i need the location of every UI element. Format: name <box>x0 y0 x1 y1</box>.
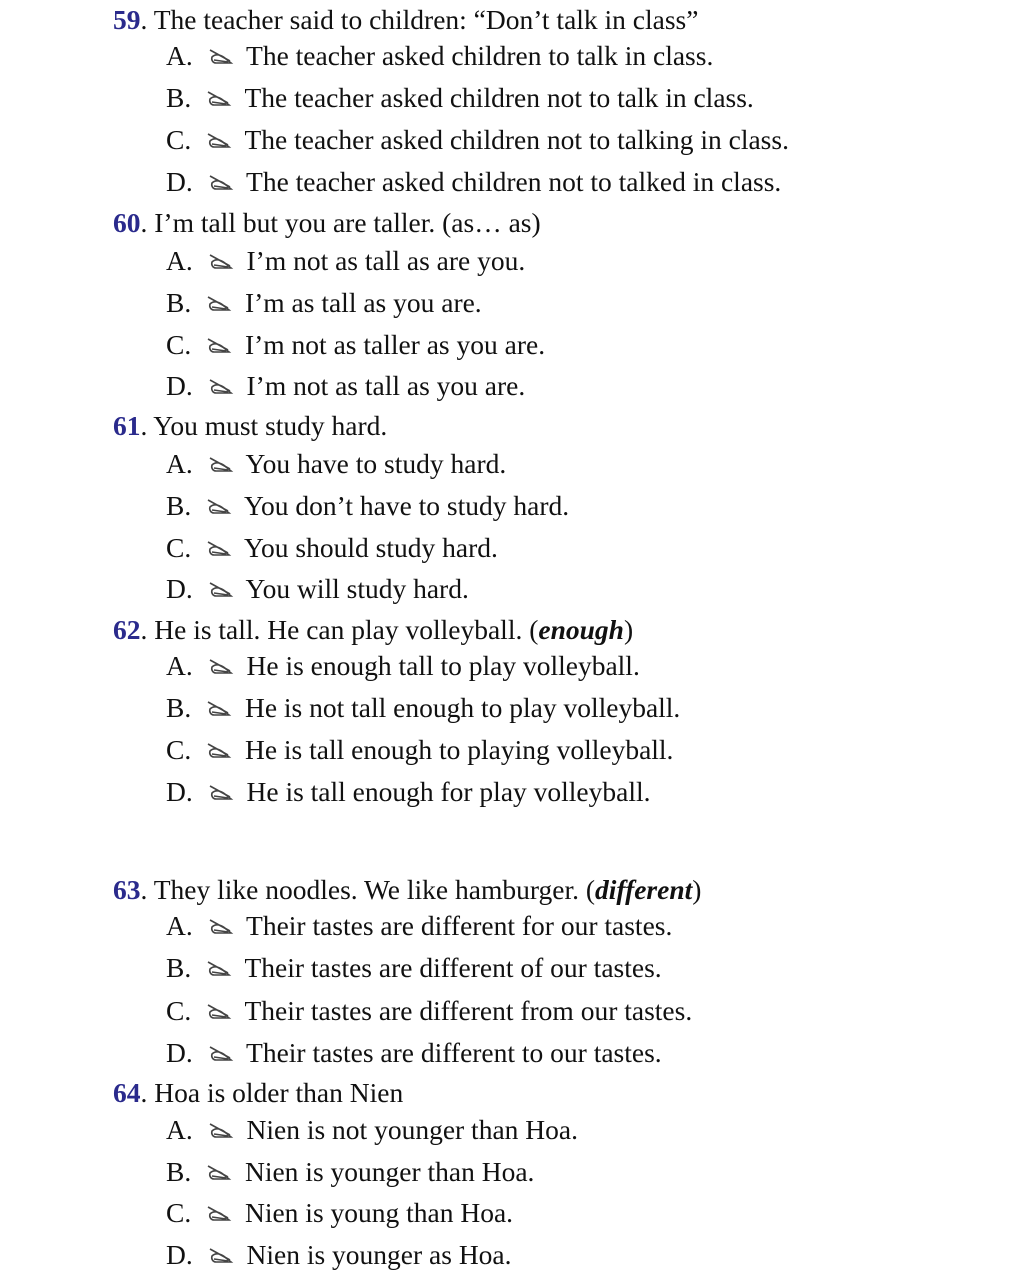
question-text: . You must study hard. <box>140 410 388 441</box>
option-letter: C. <box>166 329 192 360</box>
question-stem <box>113 874 701 906</box>
option-letter: C. <box>166 124 192 155</box>
option-text: You don’t have to study hard. <box>243 490 570 521</box>
option-letter: D. <box>166 166 193 197</box>
option-text: The teacher asked children not to talking in class. <box>244 124 789 155</box>
question-stem <box>113 410 387 442</box>
option-text: Nien is young than Hoa. <box>244 1197 514 1228</box>
writing-hand-icon <box>208 42 234 62</box>
writing-hand-icon <box>208 778 234 798</box>
option-letter: D. <box>166 1239 193 1270</box>
writing-hand-icon <box>208 372 234 392</box>
answer-option[interactable] <box>166 1114 578 1146</box>
writing-hand-icon <box>206 736 232 756</box>
option-letter: A. <box>166 448 193 479</box>
option-text: You will study hard. <box>245 573 469 604</box>
option-letter: D. <box>166 573 193 604</box>
option-letter: B. <box>166 490 192 521</box>
answer-option[interactable] <box>166 370 525 402</box>
option-letter: A. <box>166 40 193 71</box>
answer-option[interactable] <box>166 1197 513 1229</box>
question-keyword: different <box>595 874 693 905</box>
question-number: 64 <box>113 1077 141 1108</box>
answer-option[interactable] <box>166 692 680 724</box>
option-text: I’m not as tall as you are. <box>246 370 526 401</box>
option-text: Their tastes are different to our tastes. <box>246 1037 662 1068</box>
option-text: Their tastes are different for our tastes. <box>246 910 673 941</box>
question-text: . The teacher said to children: “Don’t talk in class” <box>140 4 699 35</box>
question-text: . I’m tall but you are taller. (as… as) <box>140 207 541 238</box>
writing-hand-icon <box>206 331 232 351</box>
question-number: 62 <box>113 614 141 645</box>
option-text: The teacher asked children not to talked in class. <box>246 166 782 197</box>
option-text: Their tastes are different from our tastes. <box>244 995 693 1026</box>
writing-hand-icon <box>206 289 232 309</box>
option-letter: D. <box>166 370 193 401</box>
option-text: He is enough tall to play volleyball. <box>246 650 640 681</box>
option-text: You should study hard. <box>243 532 498 563</box>
option-letter: C. <box>166 1197 192 1228</box>
option-text: You have to study hard. <box>245 448 507 479</box>
answer-option[interactable] <box>166 650 640 682</box>
writing-hand-icon <box>206 126 232 146</box>
option-text: Their tastes are different of our tastes. <box>244 952 662 983</box>
answer-option[interactable] <box>166 734 673 766</box>
answer-option[interactable] <box>166 166 781 198</box>
question-stem <box>113 207 541 239</box>
answer-option[interactable] <box>166 40 713 72</box>
writing-hand-icon <box>208 1241 234 1261</box>
answer-option[interactable] <box>166 952 662 984</box>
answer-option[interactable] <box>166 910 672 942</box>
writing-hand-icon <box>206 954 232 974</box>
question-text: . Hoa is older than Nien <box>140 1077 404 1108</box>
writing-hand-icon <box>206 492 232 512</box>
writing-hand-icon <box>208 652 234 672</box>
option-letter: B. <box>166 1156 192 1187</box>
option-letter: B. <box>166 287 192 318</box>
question-number: 60 <box>113 207 141 238</box>
writing-hand-icon <box>206 534 232 554</box>
option-letter: A. <box>166 245 193 276</box>
option-text: He is not tall enough to play volleyball. <box>244 692 681 723</box>
answer-option[interactable] <box>166 776 651 808</box>
writing-hand-icon <box>206 84 232 104</box>
question-text: . They like noodles. We like hamburger. ( <box>140 874 596 905</box>
answer-option[interactable] <box>166 532 498 564</box>
option-letter: D. <box>166 1037 193 1068</box>
question-text: . He is tall. He can play volleyball. ( <box>140 614 539 645</box>
question-number: 63 <box>113 874 141 905</box>
writing-hand-icon <box>208 247 234 267</box>
option-letter: A. <box>166 910 193 941</box>
option-text: He is tall enough for play volleyball. <box>246 776 651 807</box>
writing-hand-icon <box>208 450 234 470</box>
question-number: 59 <box>113 4 141 35</box>
question-stem <box>113 614 633 646</box>
answer-option[interactable] <box>166 124 789 156</box>
answer-option[interactable] <box>166 490 569 522</box>
answer-option[interactable] <box>166 1239 512 1271</box>
question-text-end: ) <box>623 614 634 645</box>
writing-hand-icon <box>208 912 234 932</box>
option-text: Nien is younger as Hoa. <box>246 1239 512 1270</box>
option-text: The teacher asked children not to talk in class. <box>244 82 754 113</box>
option-text: He is tall enough to playing volleyball. <box>244 734 674 765</box>
writing-hand-icon <box>208 168 234 188</box>
answer-option[interactable] <box>166 448 506 480</box>
option-text: I’m as tall as you are. <box>244 287 482 318</box>
question-keyword: enough <box>538 614 624 645</box>
option-letter: A. <box>166 650 193 681</box>
option-letter: B. <box>166 952 192 983</box>
question-stem <box>113 4 698 36</box>
option-letter: C. <box>166 734 192 765</box>
writing-hand-icon <box>206 1158 232 1178</box>
option-text: Nien is younger than Hoa. <box>244 1156 535 1187</box>
answer-option[interactable] <box>166 1037 662 1069</box>
option-letter: D. <box>166 776 193 807</box>
writing-hand-icon <box>206 1199 232 1219</box>
answer-option[interactable] <box>166 573 469 605</box>
writing-hand-icon <box>206 694 232 714</box>
option-text: Nien is not younger than Hoa. <box>246 1114 578 1145</box>
answer-option[interactable] <box>166 245 525 277</box>
option-letter: C. <box>166 995 192 1026</box>
option-letter: B. <box>166 692 192 723</box>
writing-hand-icon <box>208 575 234 595</box>
option-letter: A. <box>166 1114 193 1145</box>
answer-option[interactable] <box>166 82 754 114</box>
option-letter: C. <box>166 532 192 563</box>
writing-hand-icon <box>208 1116 234 1136</box>
answer-option[interactable] <box>166 287 482 319</box>
writing-hand-icon <box>206 997 232 1017</box>
answer-option[interactable] <box>166 1156 534 1188</box>
question-text-end: ) <box>692 874 702 905</box>
writing-hand-icon <box>208 1039 234 1059</box>
answer-option[interactable] <box>166 995 692 1027</box>
answer-option[interactable] <box>166 329 545 361</box>
question-stem <box>113 1077 403 1109</box>
option-letter: B. <box>166 82 192 113</box>
option-text: I’m not as taller as you are. <box>244 329 546 360</box>
option-text: The teacher asked children to talk in class. <box>246 40 714 71</box>
question-number: 61 <box>113 410 141 441</box>
option-text: I’m not as tall as are you. <box>246 245 526 276</box>
